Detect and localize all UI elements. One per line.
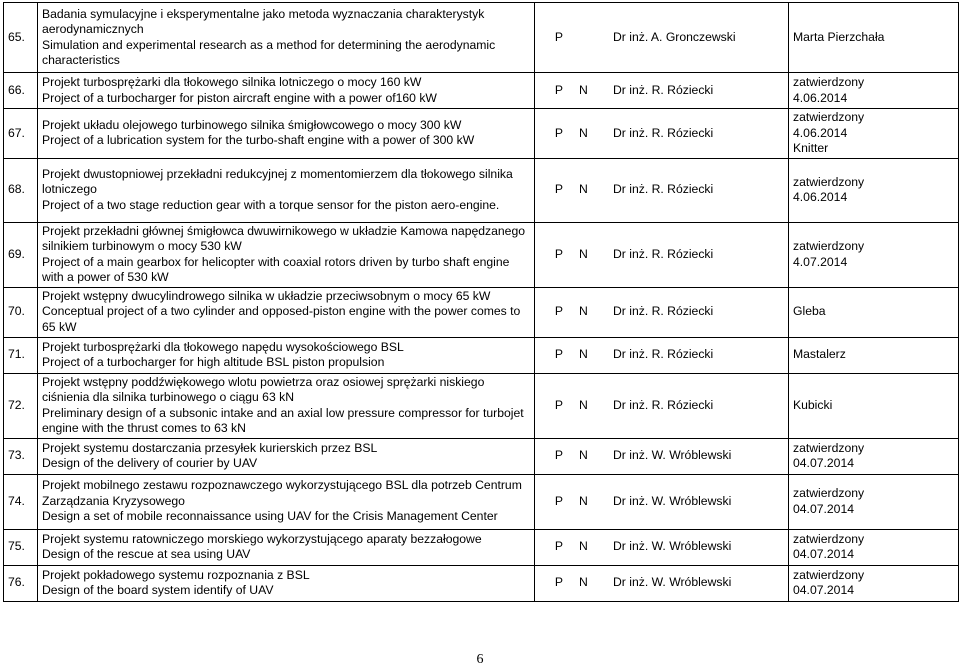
topic-title-pl: Projekt wstępny poddźwiękowego wlotu powietrza oraz osiowej sprężarki niskiego ciśnienia dla silnika turbinowego o ciągu 63 kN <box>42 374 485 404</box>
type-code-n: N <box>579 397 588 412</box>
status-line-2: 4.07.2014 <box>793 254 848 269</box>
status-line-2: 04.07.2014 <box>793 501 854 516</box>
status-line-1: zatwierdzony <box>793 440 865 455</box>
topic-title-en: Simulation and experimental research as a method for determining the aerodynamic characteristics <box>42 37 496 67</box>
row-number: 73. <box>4 438 38 474</box>
page-number: 6 <box>476 652 484 667</box>
topic-title <box>38 287 535 337</box>
topic-title-pl: Projekt turbosprężarki dla tłokowego silnika lotniczego o mocy 160 kW <box>42 75 422 89</box>
row-number: 74. <box>4 474 38 529</box>
type-code-n: N <box>579 82 588 97</box>
supervisor-name: Dr inż. R. Róziecki <box>613 125 714 140</box>
type-code-n: N <box>579 493 588 508</box>
supervisor-name: Dr inż. W. Wróblewski <box>613 493 732 508</box>
topic-title <box>38 565 535 601</box>
topic-title-pl: Projekt systemu dostarczania przesyłek kurierskich przez BSL <box>42 440 378 455</box>
type-code-p: P <box>554 539 564 554</box>
table-row <box>4 73 959 109</box>
status-line-2: 04.07.2014 <box>793 583 854 597</box>
topic-title-en: Project of a two stage reduction gear with a torque sensor for the piston aero-engine. <box>42 197 500 212</box>
supervisor-cell <box>535 565 789 601</box>
supervisor-cell <box>535 337 789 373</box>
row-number: 72. <box>4 373 38 438</box>
status-line-2: 04.07.2014 <box>793 456 854 470</box>
row-number: 67. <box>4 109 38 159</box>
status-cell <box>789 565 959 601</box>
status-line-1: zatwierdzony <box>793 239 865 253</box>
table-row <box>4 158 959 222</box>
topic-title-pl: Projekt pokładowego systemu rozpoznania z BSL <box>42 567 310 582</box>
row-number: 70. <box>4 287 38 337</box>
row-number: 69. <box>4 222 38 287</box>
topic-title <box>38 529 535 565</box>
status-line-1: zatwierdzony <box>793 110 865 124</box>
table-row <box>4 474 959 529</box>
topic-title <box>38 109 535 159</box>
supervisor-cell <box>535 73 789 109</box>
supervisor-name: Dr inż. W. Wróblewski <box>613 539 732 554</box>
type-code-p: P <box>554 304 564 319</box>
table-row <box>4 438 959 474</box>
supervisor-name: Dr inż. W. Wróblewski <box>613 448 732 463</box>
topic-title-en: Design a set of mobile reconnaissance using UAV for the Crisis Management Center <box>42 509 498 524</box>
supervisor-cell <box>535 222 789 287</box>
row-number: 65. <box>4 3 38 73</box>
topic-title-en: Design of the board system identify of UAV <box>42 583 274 597</box>
topic-title <box>38 3 535 73</box>
topic-title-pl: Projekt przekładni głównej śmigłowca dwuwirnikowego w układzie Kamowa napędzanego silnikiem turbinowym o mocy 530 kW <box>42 223 526 253</box>
type-code-p: P <box>554 493 564 508</box>
type-code-p: P <box>554 448 564 463</box>
status-cell <box>789 73 959 109</box>
status-cell <box>789 222 959 287</box>
type-code-p: P <box>554 125 564 140</box>
status-cell <box>789 337 959 373</box>
topic-title-en: Preliminary design of a subsonic intake and an axial low pressure compressor for turbojet engine with the thrust comes to 63 kN <box>42 405 524 435</box>
status-cell <box>789 158 959 222</box>
status-cell <box>789 438 959 474</box>
topic-title-pl: Projekt dwustopniowej przekładni redukcyjnej z momentomierzem dla tłokowego silnika lotniczego <box>42 166 513 197</box>
status-cell <box>789 373 959 438</box>
table-row <box>4 529 959 565</box>
supervisor-cell <box>535 3 789 73</box>
topic-title-en: Project of a turbocharger for high altitude BSL piston propulsion <box>42 355 385 369</box>
supervisor-cell <box>535 474 789 529</box>
status-line-1: Marta Pierzchała <box>793 29 885 44</box>
topic-title <box>38 438 535 474</box>
status-line-1: Gleba <box>793 304 826 319</box>
row-number: 76. <box>4 565 38 601</box>
row-number: 71. <box>4 337 38 373</box>
topic-title-pl: Projekt wstępny dwucylindrowego silnika w układzie przeciwsobnym o mocy 65 kW <box>42 288 491 303</box>
status-cell <box>789 109 959 159</box>
status-cell <box>789 529 959 565</box>
supervisor-cell <box>535 529 789 565</box>
topic-title <box>38 373 535 438</box>
topic-title-pl: Projekt systemu ratowniczego morskiego wykorzystującego aparaty bezzałogowe <box>42 531 482 546</box>
supervisor-cell <box>535 287 789 337</box>
status-cell <box>789 474 959 529</box>
topic-title-en: Project of a lubrication system for the turbo-shaft engine with a power of 300 kW <box>42 133 475 148</box>
type-code-p: P <box>554 347 564 362</box>
supervisor-name: Dr inż. W. Wróblewski <box>613 575 732 590</box>
row-number: 75. <box>4 529 38 565</box>
topic-title-pl: Projekt układu olejowego turbinowego silnika śmigłowcowego o mocy 300 kW <box>42 117 462 132</box>
topic-title <box>38 337 535 373</box>
table-row <box>4 3 959 73</box>
type-code-p: P <box>554 29 564 44</box>
status-line-3: Knitter <box>793 141 829 155</box>
table-row <box>4 373 959 438</box>
topic-title <box>38 474 535 529</box>
status-line-2: 4.06.2014 <box>793 125 848 140</box>
status-line-1: zatwierdzony <box>793 531 865 546</box>
type-code-n: N <box>579 125 588 140</box>
type-code-p: P <box>554 246 564 261</box>
type-code-p: P <box>554 575 564 590</box>
topic-title-pl: Badania symulacyjne i eksperymentalne jako metoda wyznaczania charakterystyk aerodynamicznych <box>42 6 485 36</box>
supervisor-cell <box>535 109 789 159</box>
status-line-2: 4.06.2014 <box>793 90 848 105</box>
topic-title-en: Design of the rescue at sea using UAV <box>42 547 251 561</box>
type-code-n: N <box>579 539 588 554</box>
topic-title <box>38 73 535 109</box>
type-code-p: P <box>554 82 564 97</box>
type-code-n: N <box>579 304 588 319</box>
table-row <box>4 565 959 601</box>
status-line-1: zatwierdzony <box>793 486 865 500</box>
topic-title-en: Project of a turbocharger for piston aircraft engine with a power of160 kW <box>42 90 437 105</box>
topic-title <box>38 158 535 222</box>
table-row <box>4 337 959 373</box>
type-code-n: N <box>579 182 588 197</box>
status-line-1: zatwierdzony <box>793 567 865 582</box>
supervisor-name: Dr inż. R. Róziecki <box>613 397 714 412</box>
supervisor-name: Dr inż. R. Róziecki <box>613 304 714 319</box>
type-code-n: N <box>579 448 588 463</box>
status-line-1: Mastalerz <box>793 347 846 362</box>
row-number: 66. <box>4 73 38 109</box>
topic-title-en: Project of a main gearbox for helicopter with coaxial rotors driven by turbo shaft engine with a power of 530 kW <box>42 254 510 284</box>
status-line-2: 4.06.2014 <box>793 190 848 204</box>
supervisor-cell <box>535 158 789 222</box>
status-line-2: 04.07.2014 <box>793 547 854 561</box>
table-row <box>4 109 959 159</box>
type-code-p: P <box>554 182 564 197</box>
status-line-1: zatwierdzony <box>793 174 865 189</box>
topic-title-pl: Projekt mobilnego zestawu rozpoznawczego wykorzystującego BSL dla potrzeb Centrum Zarządzania Kryzysowego <box>42 478 522 508</box>
supervisor-cell <box>535 373 789 438</box>
supervisor-name: Dr inż. R. Róziecki <box>613 347 714 362</box>
row-number: 68. <box>4 158 38 222</box>
status-cell <box>789 3 959 73</box>
type-code-n: N <box>579 575 588 590</box>
topic-title-en: Conceptual project of a two cylinder and opposed-piston engine with the power comes to 65 kW <box>42 304 521 334</box>
topic-title-pl: Projekt turbosprężarki dla tłokowego napędu wysokościowego BSL <box>42 339 404 354</box>
supervisor-name: Dr inż. R. Róziecki <box>613 182 714 197</box>
table-row <box>4 287 959 337</box>
table-row <box>4 222 959 287</box>
supervisor-name: Dr inż. R. Róziecki <box>613 246 714 261</box>
status-line-1: zatwierdzony <box>793 75 865 89</box>
supervisor-name: Dr inż. A. Gronczewski <box>613 29 736 44</box>
thesis-topics-table <box>3 2 959 602</box>
type-code-n: N <box>579 246 588 261</box>
status-line-1: Kubicki <box>793 397 833 412</box>
type-code-n: N <box>579 347 588 362</box>
supervisor-cell <box>535 438 789 474</box>
supervisor-name: Dr inż. R. Róziecki <box>613 82 714 97</box>
topic-title <box>38 222 535 287</box>
type-code-p: P <box>554 397 564 412</box>
topic-title-en: Design of the delivery of courier by UAV <box>42 456 258 470</box>
status-cell <box>789 287 959 337</box>
